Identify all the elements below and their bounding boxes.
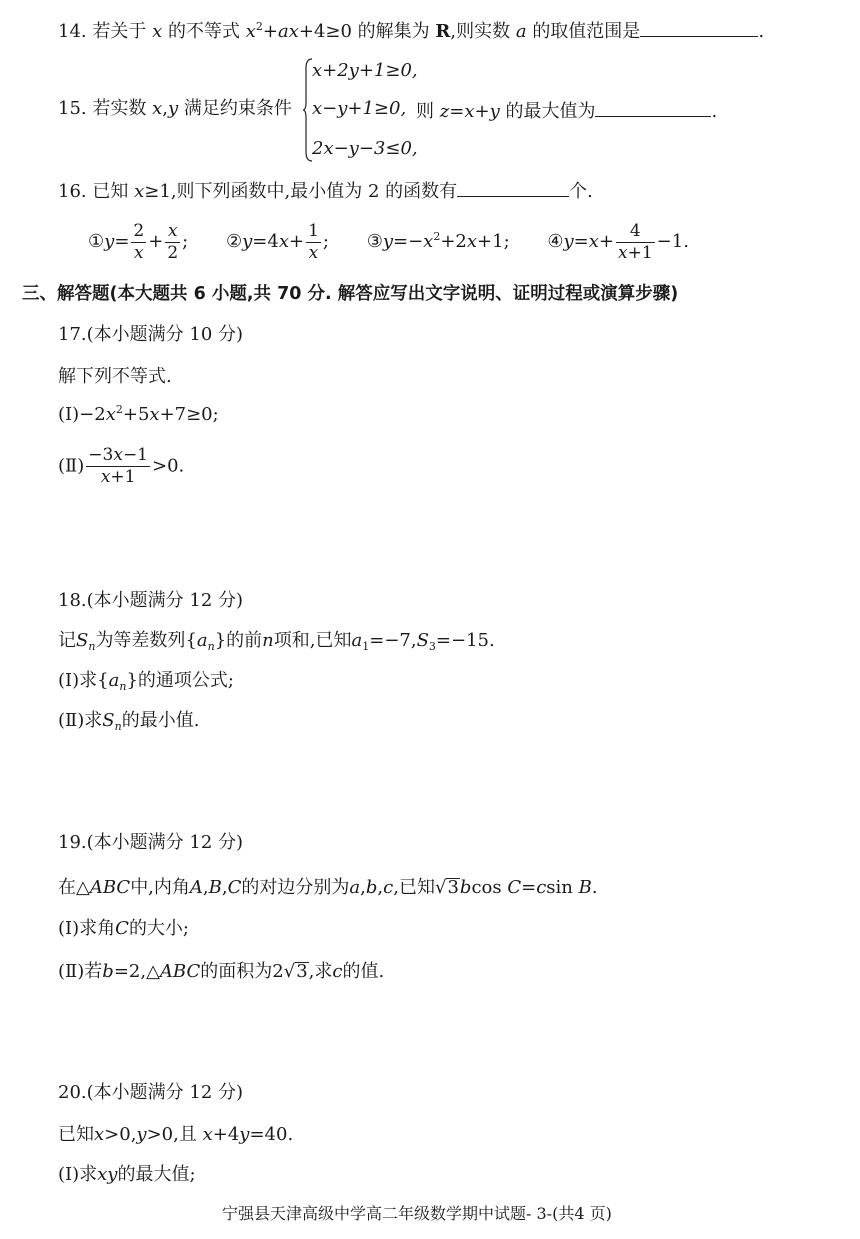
constraint-1: x+2y+1≥0, (312, 60, 418, 81)
q20-statement: 已知x>0,y>0,且 x+4y=40. (58, 1124, 294, 1145)
q20-part-1: (Ⅰ)求xy的最大值; (58, 1164, 196, 1185)
q18-heading: 18.(本小题满分 12 分) (58, 590, 244, 611)
q14-number: 14. (58, 21, 87, 42)
q16-options (88, 222, 689, 262)
q17-part-1: $(Ⅰ)-2x^2+5x+7\ge 0$; (58, 403, 219, 425)
q15-number: 15. (58, 98, 87, 119)
section-3-title: 三、解答题(本大题共 6 小题,共 70 分. 解答应写出文字说明、证明过程或演算步骤) (22, 284, 679, 304)
q17-part-2: (Ⅱ) $\frac{-3x-1}{x+1}$ >0. (58, 445, 185, 487)
question-15: 15. 若实数 x,y 满足约束条件 (58, 98, 292, 119)
option-2: ②y=4x+ $\frac{1}{x}$ ; (225, 221, 335, 263)
page-footer: 宁强县天津高级中学高二年级数学期中试题- 3-(共4 页) (222, 1204, 612, 1223)
answer-blank (457, 180, 569, 197)
answer-blank (595, 100, 711, 117)
question-14: 14. 若关于 x 的不等式 $x^2+ax+4\ge 0$ 的解集为 R,则实数 a 的取值范围是 . (58, 20, 765, 42)
option-1: ①y= $\frac{2}{x}$ + $\frac{x}{2}$ ; (88, 221, 194, 263)
q15-text-a: 若实数 (92, 98, 147, 119)
q14-text-c: 的解集为 (357, 21, 430, 42)
q14-text-e: 的取值范围是 (532, 21, 641, 42)
q15-text-c: 则 (416, 101, 434, 122)
q18-part-1: (Ⅰ)求$\{a_n\}$的通项公式; (58, 670, 234, 693)
q19-heading: 19.(本小题满分 12 分) (58, 832, 244, 853)
q14-text-a: 若关于 (92, 21, 147, 42)
q16-text-b: ,则下列函数中,最小值为 2 的函数有 (170, 181, 458, 202)
option-3: $③y=-x^2+2x+1$; (366, 230, 516, 253)
q16-text-a: 已知 (92, 181, 129, 202)
question-16: 16. 已知 x≥1,则下列函数中,最小值为 2 的函数有 个. (58, 181, 593, 202)
constraint-2: x−y+1≥0, (312, 98, 407, 119)
q15-text-d: 的最大值为 (505, 101, 596, 122)
option-4: ④y=x+ $\frac{4}{x+1}$ −1. (547, 221, 689, 263)
constraint-3: 2x−y−3≤0, (312, 138, 418, 159)
q18-part-2: (Ⅱ)求$S_n$的最小值. (58, 710, 200, 733)
q19-part-2: (Ⅱ)若b=2,△ABC的面积为2√3,求c的值. (58, 961, 385, 982)
answer-blank (640, 20, 758, 37)
q17-intro: 解下列不等式. (58, 366, 172, 387)
q17-heading: 17.(本小题满分 10 分) (58, 324, 244, 345)
q15-text-b: 满足约束条件 (183, 98, 292, 119)
q19-part-1: (Ⅰ)求角C的大小; (58, 918, 190, 939)
q14-text-b: 的不等式 (168, 21, 240, 42)
question-15-tail: 则 z=x+y 的最大值为 . (416, 101, 718, 122)
q16-number: 16. (58, 181, 87, 202)
q20-heading: 20.(本小题满分 12 分) (58, 1082, 244, 1103)
q18-statement: 记$S_n$为等差数列$\{a_n\}$的前n项和,已知$a_1=-7,S_3=-15$. (58, 630, 495, 653)
q19-statement: 在△ABC中,内角A,B,C的对边分别为a,b,c,已知√3bcos C=csin B. (58, 877, 598, 898)
q14-text-d: ,则实数 (450, 21, 511, 42)
